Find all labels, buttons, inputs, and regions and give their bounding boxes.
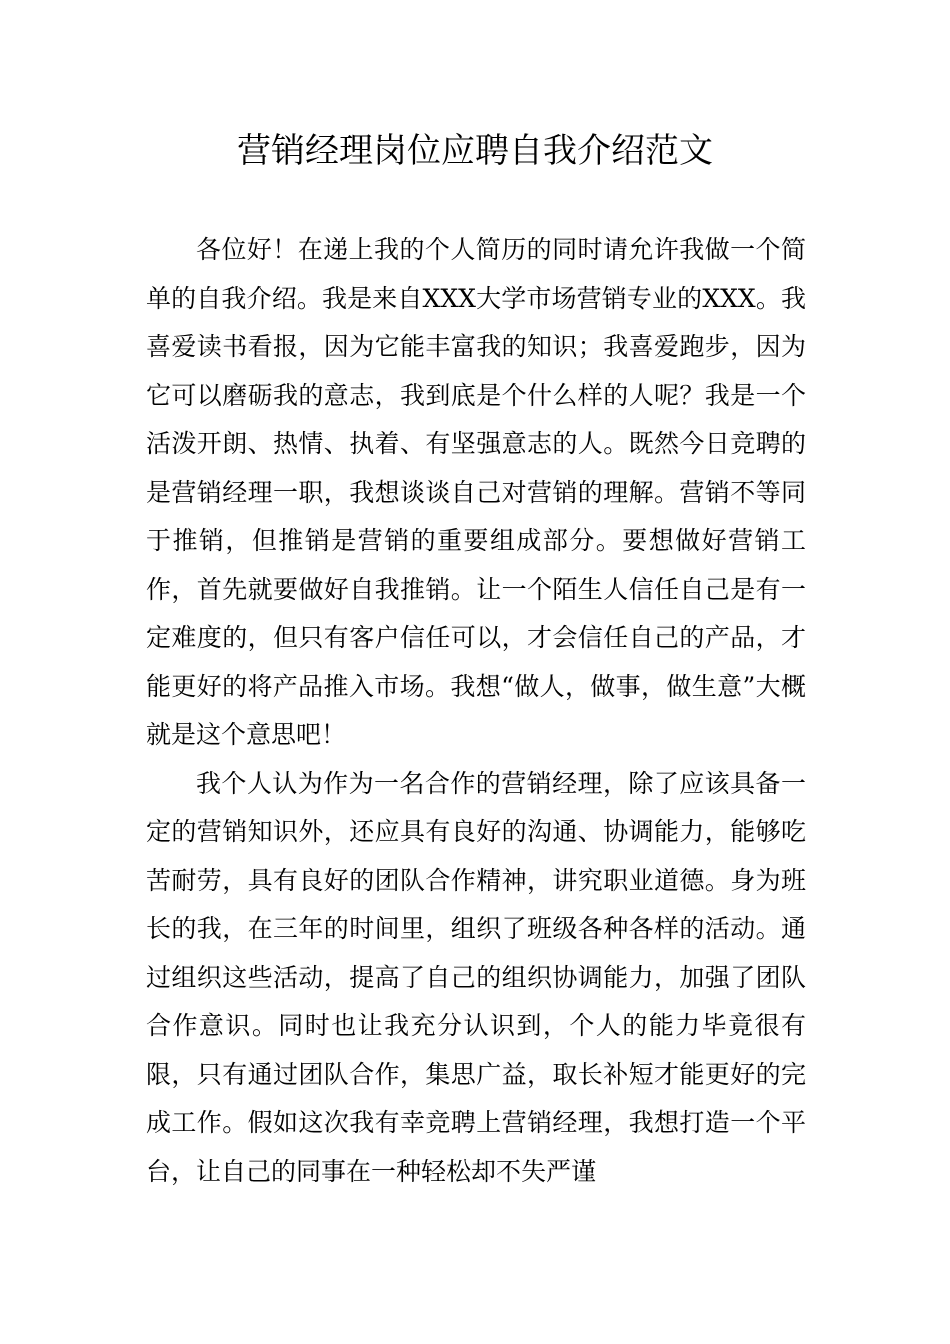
paragraph-2: 我个人认为作为一名合作的营销经理，除了应该具备一定的营销知识外，还应具有良好的沟通、协调能力，能够吃苦耐劳，具有良好的团队合作精神，讲究职业道德。身为班长的我，在三年的时间里，组织了班级各种各样的活动。通过组织这些活动，提高了自己的组织协调能力，加强了团队合作意识。同时也让我充分认识到，个人的能力毕竟很有限，只有通过团队合作，集思广益，取长补短才能更好的完成工作。假如这次我有幸竞聘上营销经理，我想打造一个平台，让自己的同事在一种轻松却不失严谨 <box>146 768 806 1186</box>
document-title: 营销经理岗位应聘自我介绍范文 <box>237 131 713 171</box>
document-body <box>146 226 806 1196</box>
paragraph-1: 各位好！在递上我的个人简历的同时请允许我做一个简单的自我介绍。我是来自XXX大学市场营销专业的XXX。我喜爱读书看报，因为它能丰富我的知识；我喜爱跑步，因为它可以磨砺我的意志，我到底是个什么样的人呢？我是一个活泼开朗、热情、执着、有坚强意志的人。既然今日竞聘的是营销经理一职，我想谈谈自己对营销的理解。营销不等同于推销，但推销是营销的重要组成部分。要想做好营销工作，首先就要做好自我推销。让一个陌生人信任自己是有一定难度的，但只有客户信任可以，才会信任自己的产品，才能更好的将产品推入市场。我想“做人，做事，做生意”大概就是这个意思吧！ <box>146 235 806 749</box>
